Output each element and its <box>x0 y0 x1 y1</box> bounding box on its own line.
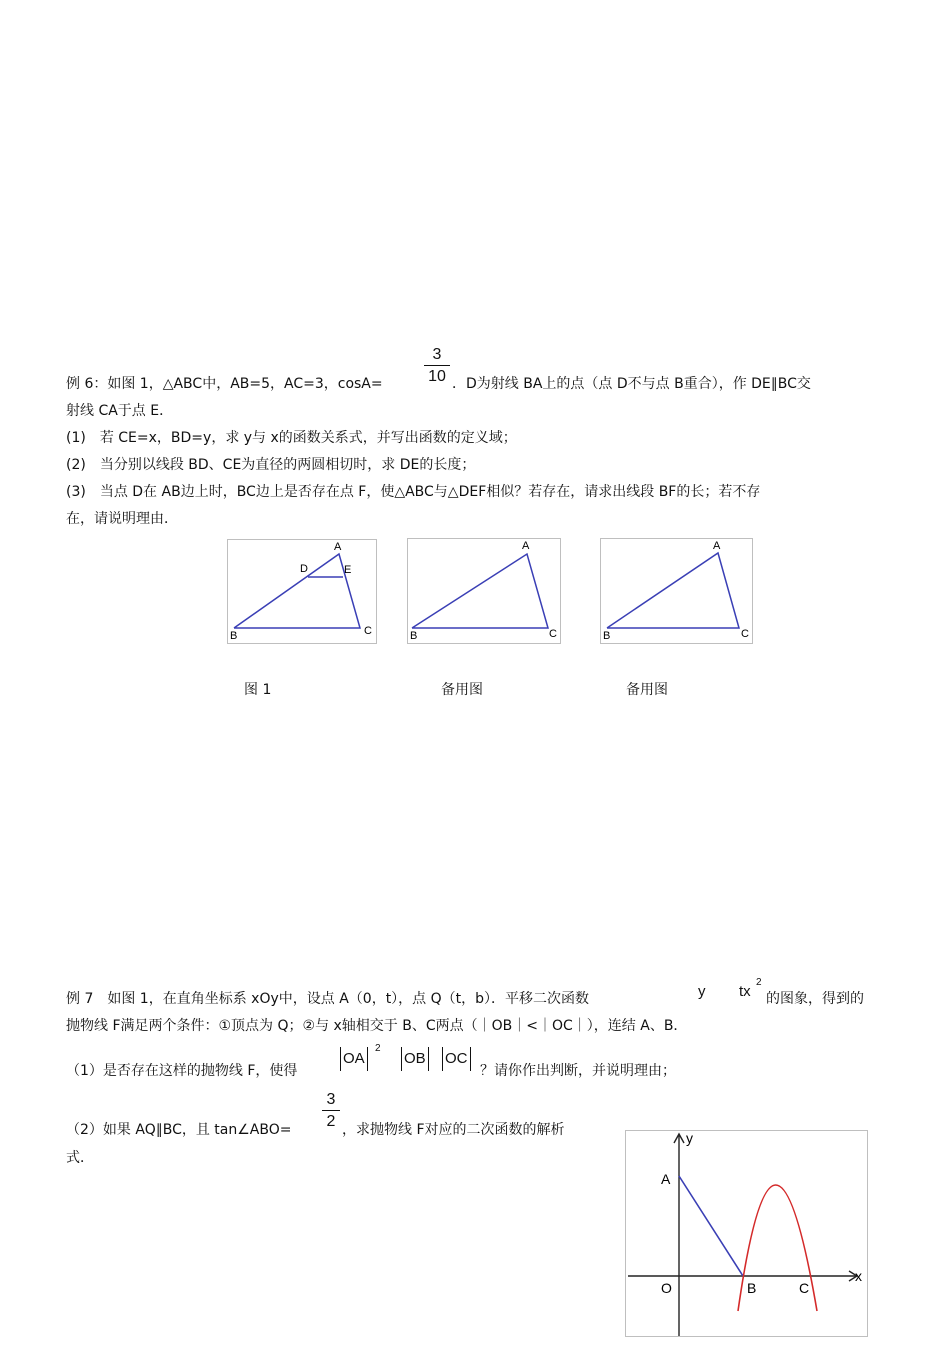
figure-spare-1 <box>407 538 561 644</box>
label-y: y <box>686 1131 693 1146</box>
label-a: A <box>713 540 721 552</box>
example6-question3: (3) 当点 D在 AB边上时，BC边上是否存在点 F，使△ABC与△DEF相似？若存在，请求出线段 BF的长；若不存 <box>66 484 761 500</box>
label-b: B <box>603 630 611 642</box>
figure-spare-2 <box>600 538 753 644</box>
example6-line2: 射线 CA于点 E． <box>66 403 174 419</box>
cosA-fraction <box>424 345 450 387</box>
example7-line2: 抛物线 F满足两个条件：①顶点为 Q；②与 x轴相交于 B、C两点（｜OB｜<｜OC｜），连结 A、B． <box>66 1018 688 1034</box>
example7-question2: （2）如果 AQ∥BC，且 tan∠ABO= <box>66 1122 292 1138</box>
fraction-numerator: 3 <box>432 346 442 363</box>
ob-text: OB <box>404 1050 426 1067</box>
label-b: B <box>410 630 418 642</box>
example7-question2-tail: ，求抛物线 F对应的二次函数的解析 <box>342 1122 565 1138</box>
triangle-abc <box>607 553 739 628</box>
oc-text: OC <box>445 1050 468 1067</box>
label-a: A <box>522 540 530 552</box>
label-e: E <box>344 564 352 576</box>
example6-question2: (2) 当分别以线段 BD、CE为直径的两圆相切时，求 DE的长度； <box>66 457 476 473</box>
example6-line1: 例 6：如图 1，△ABC中，AB=5，AC=3，cosA= <box>66 376 383 392</box>
label-x: x <box>855 1268 862 1284</box>
triangle-abc <box>412 554 548 628</box>
label-c: C <box>741 628 749 640</box>
example7-question1-tail: ？请你作出判断，并说明理由； <box>480 1063 676 1079</box>
caption-spare-1: 备用图 <box>441 682 483 698</box>
function-y: y <box>698 983 706 1000</box>
tan-fraction <box>322 1090 340 1132</box>
example6-line1-tail: ．D为射线 BA上的点（点 D不与点 B重合），作 DE∥BC交 <box>452 376 811 392</box>
label-o: O <box>661 1280 672 1296</box>
label-b: B <box>747 1280 757 1296</box>
example7-line1: 例 7 如图 1，在直角坐标系 xOy中，设点 A（0，t），点 Q（t，b）．平移二次函数 <box>66 991 590 1007</box>
label-c: C <box>364 625 372 637</box>
figure-spare-1-triangle <box>408 539 560 643</box>
label-d: D <box>300 563 308 575</box>
function-tx: tx <box>739 983 751 1000</box>
oa-text: OA <box>343 1050 365 1067</box>
fraction-numerator: 3 <box>326 1091 336 1108</box>
figure-1 <box>227 539 377 644</box>
label-c: C <box>799 1280 810 1296</box>
caption-figure-1: 图 1 <box>244 682 272 698</box>
oa-square: 2 <box>375 1043 381 1054</box>
label-c: C <box>549 628 557 640</box>
fraction-denominator: 2 <box>326 1113 336 1130</box>
triangle-abc <box>234 554 360 628</box>
example7-question2-continued: 式． <box>66 1150 94 1166</box>
abs-oa <box>340 1047 368 1071</box>
coordinate-graph <box>626 1131 867 1336</box>
figure-1-triangle <box>228 540 376 643</box>
example6-question3-continued: 在，请说明理由． <box>66 511 178 527</box>
function-square: 2 <box>756 977 762 988</box>
coordinate-figure <box>625 1130 868 1337</box>
fraction-bar <box>322 1110 340 1111</box>
caption-spare-2: 备用图 <box>626 682 668 698</box>
figure-spare-2-triangle <box>601 539 752 643</box>
example7-question1: （1）是否存在这样的抛物线 F，使得 <box>66 1063 298 1079</box>
example7-line1-tail: 的图象，得到的 <box>766 991 864 1007</box>
example6-question1: (1) 若 CE=x，BD=y，求 y与 x的函数关系式，并写出函数的定义域； <box>66 430 517 446</box>
label-a: A <box>334 541 342 553</box>
abs-ob <box>401 1047 429 1071</box>
label-a: A <box>661 1171 671 1187</box>
fraction-bar <box>424 365 450 366</box>
label-b: B <box>230 630 238 642</box>
abs-oc <box>442 1047 471 1071</box>
fraction-denominator: 10 <box>428 368 446 385</box>
segment-ab <box>679 1176 743 1276</box>
